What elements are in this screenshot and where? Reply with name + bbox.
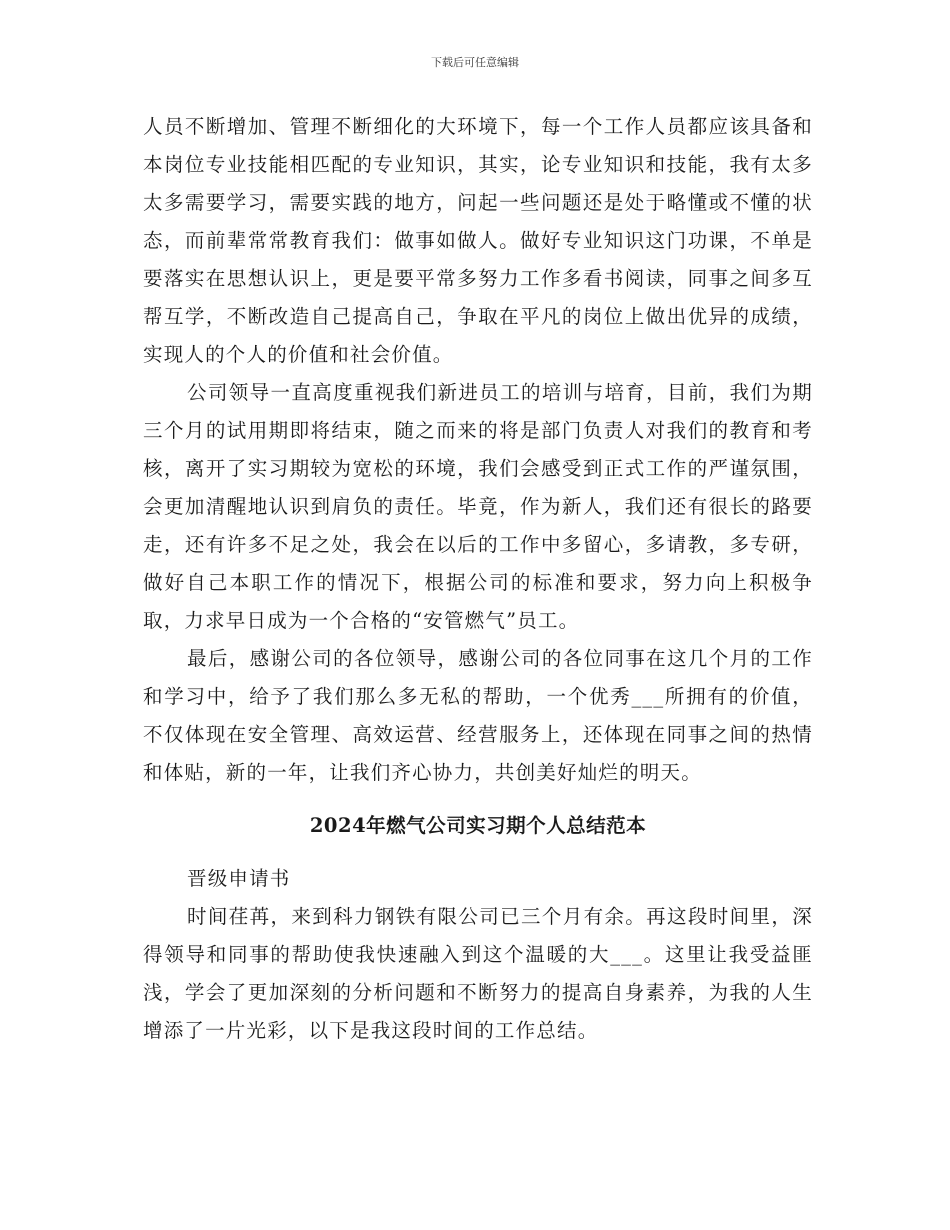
document-body [143,108,813,1050]
body-paragraph-3: 最后，感谢公司的各位领导，感谢公司的各位同事在这几个月的工作和学习中，给予了我们那么多无私的帮助，一个优秀___所拥有的价值，不仅体现在安全管理、高效运营、经营服务上，还体现在同事之间的热情和体贴，新的一年，让我们齐心协力，共创美好灿烂的明天。 [143,647,813,784]
body-paragraph-1: 人员不断增加、管理不断细化的大环境下，每一个工作人员都应该具备和本岗位专业技能相匹配的专业知识，其实，论专业知识和技能，我有太多太多需要学习，需要实践的地方，问起一些问题还是处于略懂或不懂的状态，而前辈常常教育我们：做事如做人。做好专业知识这门功课，不单是要落实在思想认识上，更是要平常多努力工作多看书阅读，同事之间多互帮互学，不断改造自己提高自己，争取在平凡的岗位上做出优异的成绩，实现人的个人的价值和社会价值。 [143,115,813,366]
document-title: 2024年燃气公司实习期个人总结范本 [309,814,647,837]
body-paragraph-2: 公司领导一直高度重视我们新进员工的培训与培育，目前，我们为期三个月的试用期即将结束，随之而来的将是部门负责人对我们的教育和考核，离开了实习期较为宽松的环境，我们会感受到正式工作的严谨氛围，会更加清醒地认识到肩负的责任。毕竟，作为新人，我们还有很长的路要走，还有许多不足之处，我会在以后的工作中多留心，多请教，多专研，做好自己本职工作的情况下，根据公司的标准和要求，努力向上积极争取，力求早日成为一个合格的“安管燃气”员工。 [143,381,813,632]
body-paragraph-4: 时间荏苒，来到科力钢铁有限公司已三个月有余。再这段时间里，深得领导和同事的帮助使我快速融入到这个温暖的大___。这里让我受益匪浅，学会了更加深刻的分析问题和不断努力的提高自身素养，为我的人生增添了一片光彩，以下是我这段时间的工作总结。 [143,905,813,1042]
section-heading: 晋级申请书 [187,867,291,890]
page-header-note: 下载后可任意编辑 [431,56,519,69]
